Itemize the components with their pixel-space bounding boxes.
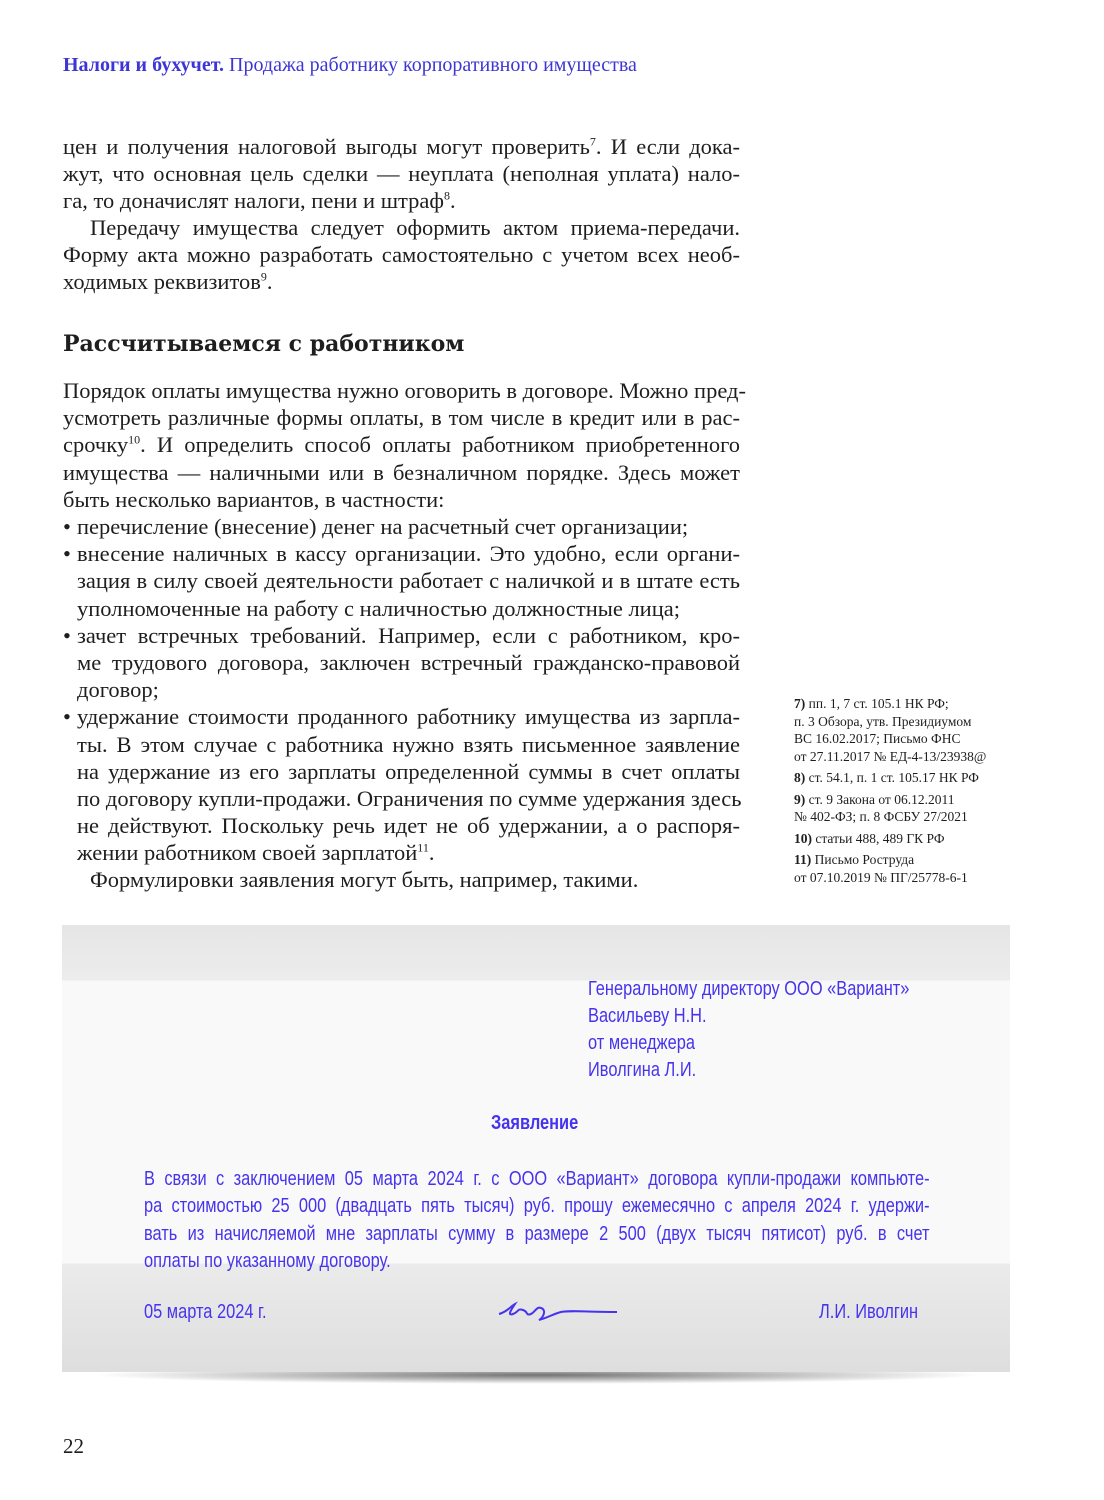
- text: . И если дока-: [595, 134, 740, 159]
- text-line: [63, 486, 740, 513]
- bullet-item-line: [63, 812, 740, 839]
- text: зация в силу своей деятельности работает с наличкой и в штате есть: [77, 568, 740, 594]
- text: .: [428, 840, 435, 866]
- footnote-line: [794, 769, 1014, 787]
- text: уполномоченные на работу с наличностью должностные лица;: [77, 595, 681, 621]
- footnote-text: ст. 54.1, п. 1 ст. 105.17 НК РФ: [808, 770, 979, 785]
- form-body: [144, 1166, 930, 1275]
- bullet-item-line: [63, 513, 740, 540]
- section-heading: Рассчитываемся с работником: [63, 331, 465, 357]
- text-line: [63, 377, 746, 404]
- running-header: [63, 54, 637, 77]
- bullet-item-line: [63, 567, 740, 594]
- form-body-line: В связи с заключением 05 марта 2024 г. с ООО «Вариант» договора купли-продажи компьюте-: [144, 1168, 930, 1190]
- text-line: [63, 160, 740, 187]
- form-date: 05 марта 2024 г.: [144, 1301, 267, 1323]
- text: Передачу имущества следует оформить актом приема-передачи.: [90, 215, 740, 240]
- text: внесение наличных в кассу организации. Это удобно, если органи-: [77, 541, 740, 567]
- bullet-item-line: [63, 731, 740, 758]
- footnote-number: 8): [794, 770, 806, 785]
- paragraph-3: [63, 377, 746, 513]
- footnote-line: [794, 791, 1014, 809]
- bullet-item-line: [63, 595, 740, 622]
- text: Формулировки заявления могут быть, например, такими.: [90, 867, 639, 892]
- footnote: [794, 851, 1014, 886]
- footnote-text: от 27.11.2017 № ЕД-4-13/23938@: [794, 748, 987, 764]
- footnote-line: [794, 869, 1014, 887]
- text: ты. В этом случае с работника нужно взять письменное заявление: [77, 731, 740, 757]
- bullet-item-line: [63, 676, 740, 703]
- text: усмотреть различные формы оплаты, в том числе в кредит или в рас-: [63, 405, 740, 431]
- text: .: [449, 188, 456, 214]
- bullet-icon: •: [63, 514, 71, 539]
- addressee-line: Васильеву Н.Н.: [588, 1005, 707, 1027]
- text: срочку: [63, 432, 129, 458]
- footnote-line: [794, 748, 1014, 766]
- footnote: [794, 791, 1014, 826]
- footnote-line: [794, 830, 1014, 848]
- paragraph-1: [63, 133, 740, 215]
- text-line: [63, 133, 740, 160]
- text-line: [63, 404, 740, 431]
- text: имущества — наличными или в безналичном порядке. Здесь может: [63, 459, 740, 485]
- bullet-item-line: [63, 758, 740, 785]
- text: .: [266, 269, 273, 295]
- footnotes: [794, 695, 1014, 890]
- footnote-line: [794, 713, 1014, 731]
- footnote-text: ВС 16.02.2017; Письмо ФНС: [794, 731, 961, 746]
- text: зачет встречных требований. Например, если с работником, кро-: [77, 622, 740, 648]
- footnote-number: 9): [794, 791, 806, 807]
- form-signer: Л.И. Иволгин: [819, 1301, 919, 1323]
- text: Порядок оплаты имущества нужно оговорить в договоре. Можно пред-: [63, 378, 746, 403]
- paragraph-2: [63, 214, 740, 296]
- text: Форму акта можно разработать самостоятельно с учетом всех необ-: [63, 242, 740, 268]
- footnote-line: [794, 695, 1014, 713]
- text: быть несколько вариантов, в частности:: [63, 486, 445, 512]
- bullet-item-line: [63, 703, 740, 730]
- text: . И определить способ оплаты работником приобретенного: [140, 432, 740, 458]
- form-body-line: вать из начисляемой мне зарплаты сумму в размере 2 500 (двух тысяч пятисот) руб. в счет: [144, 1222, 930, 1245]
- footnote: [794, 769, 1014, 787]
- bullet-list: [63, 513, 740, 866]
- footnote-text: статьи 488, 489 ГК РФ: [815, 830, 945, 846]
- text: цен и получения налоговой выгоды могут проверить: [63, 134, 590, 159]
- addressee-line: от менеджера: [588, 1032, 695, 1054]
- text-line: [63, 866, 740, 893]
- text: договор;: [77, 677, 159, 703]
- header-section: Налоги и бухучет.: [63, 54, 225, 76]
- text-line: [63, 268, 740, 295]
- footnote-text: ст. 9 Закона от 06.12.2011: [808, 791, 955, 807]
- text: перечисление (внесение) денег на расчетный счет организации;: [77, 514, 689, 539]
- footnote-line: [794, 808, 1014, 826]
- footnote-ref: 10: [128, 432, 141, 447]
- text: на удержание из его зарплаты определенной суммы в счет оплаты: [77, 758, 740, 784]
- bullet-item-line: [63, 785, 740, 812]
- text: ме трудового договора, заключен встречный гражданско-правовой: [77, 649, 740, 675]
- footnote-ref: 9: [260, 269, 267, 284]
- signature-icon: [497, 1300, 621, 1326]
- addressee-line: Иволгина Л.И.: [588, 1059, 697, 1081]
- text: удержание стоимости проданного работнику имущества из зарпла-: [77, 704, 740, 730]
- footnote-text: п. 3 Обзора, утв. Президиумом: [794, 713, 972, 729]
- form-body-line: оплаты по указанному договору.: [144, 1249, 391, 1272]
- bullet-item-line: [63, 649, 740, 676]
- footnote-text: № 402-ФЗ; п. 8 ФСБУ 27/2021: [794, 809, 968, 824]
- text-line: [63, 431, 740, 458]
- footnote-ref: 11: [417, 840, 429, 855]
- text: по договору купли-продажи. Ограничения по сумме удержания здесь: [77, 785, 742, 811]
- footnote-text: пп. 1, 7 ст. 105.1 НК РФ;: [808, 696, 949, 711]
- footnote-number: 10): [794, 830, 812, 846]
- bullet-item-line: [63, 540, 740, 567]
- text-line: [63, 459, 740, 486]
- bullet-icon: •: [63, 541, 71, 567]
- page-number: 22: [63, 1434, 84, 1458]
- text: ходимых реквизитов: [63, 269, 261, 295]
- text: жении работником своей зарплатой: [77, 840, 418, 866]
- bullet-icon: •: [63, 704, 71, 730]
- footnote: [794, 830, 1014, 848]
- text-line: [63, 214, 740, 241]
- text-line: [63, 187, 740, 214]
- footnote-ref: 8: [443, 188, 450, 203]
- footnote-number: 7): [794, 696, 806, 711]
- bullet-icon: •: [63, 622, 71, 648]
- text: не действуют. Поскольку речь идет не об удержании, а о распоря-: [77, 813, 740, 839]
- footnote-text: от 07.10.2019 № ПГ/25778-6-1: [794, 869, 968, 885]
- footnote: [794, 695, 1014, 765]
- footnote-ref: 7: [589, 134, 596, 149]
- footnote-number: 11): [794, 852, 812, 867]
- text: жут, что основная цель сделки — неуплата (неполная уплата) нало-: [63, 161, 740, 187]
- addressee-line: Генеральному директору ООО «Вариант»: [588, 978, 910, 1000]
- header-title: Продажа работнику корпоративного имущества: [229, 54, 637, 76]
- paragraph-4: [63, 866, 740, 893]
- form-addressee: [588, 976, 909, 1084]
- text: га, то доначислят налоги, пени и штраф: [63, 188, 444, 214]
- text-line: [63, 241, 740, 268]
- bullet-item-line: [63, 622, 740, 649]
- form-title: Заявление: [491, 1112, 579, 1134]
- form-body-line: ра стоимостью 25 000 (двадцать пять тысяч) руб. прошу ежемесячно с апреля 2024 г. удержи-: [144, 1195, 930, 1218]
- footnote-line: [794, 851, 1014, 869]
- bullet-item-line: [63, 839, 740, 866]
- footnote-line: [794, 730, 1014, 748]
- footnote-text: Письмо Роструда: [814, 852, 915, 867]
